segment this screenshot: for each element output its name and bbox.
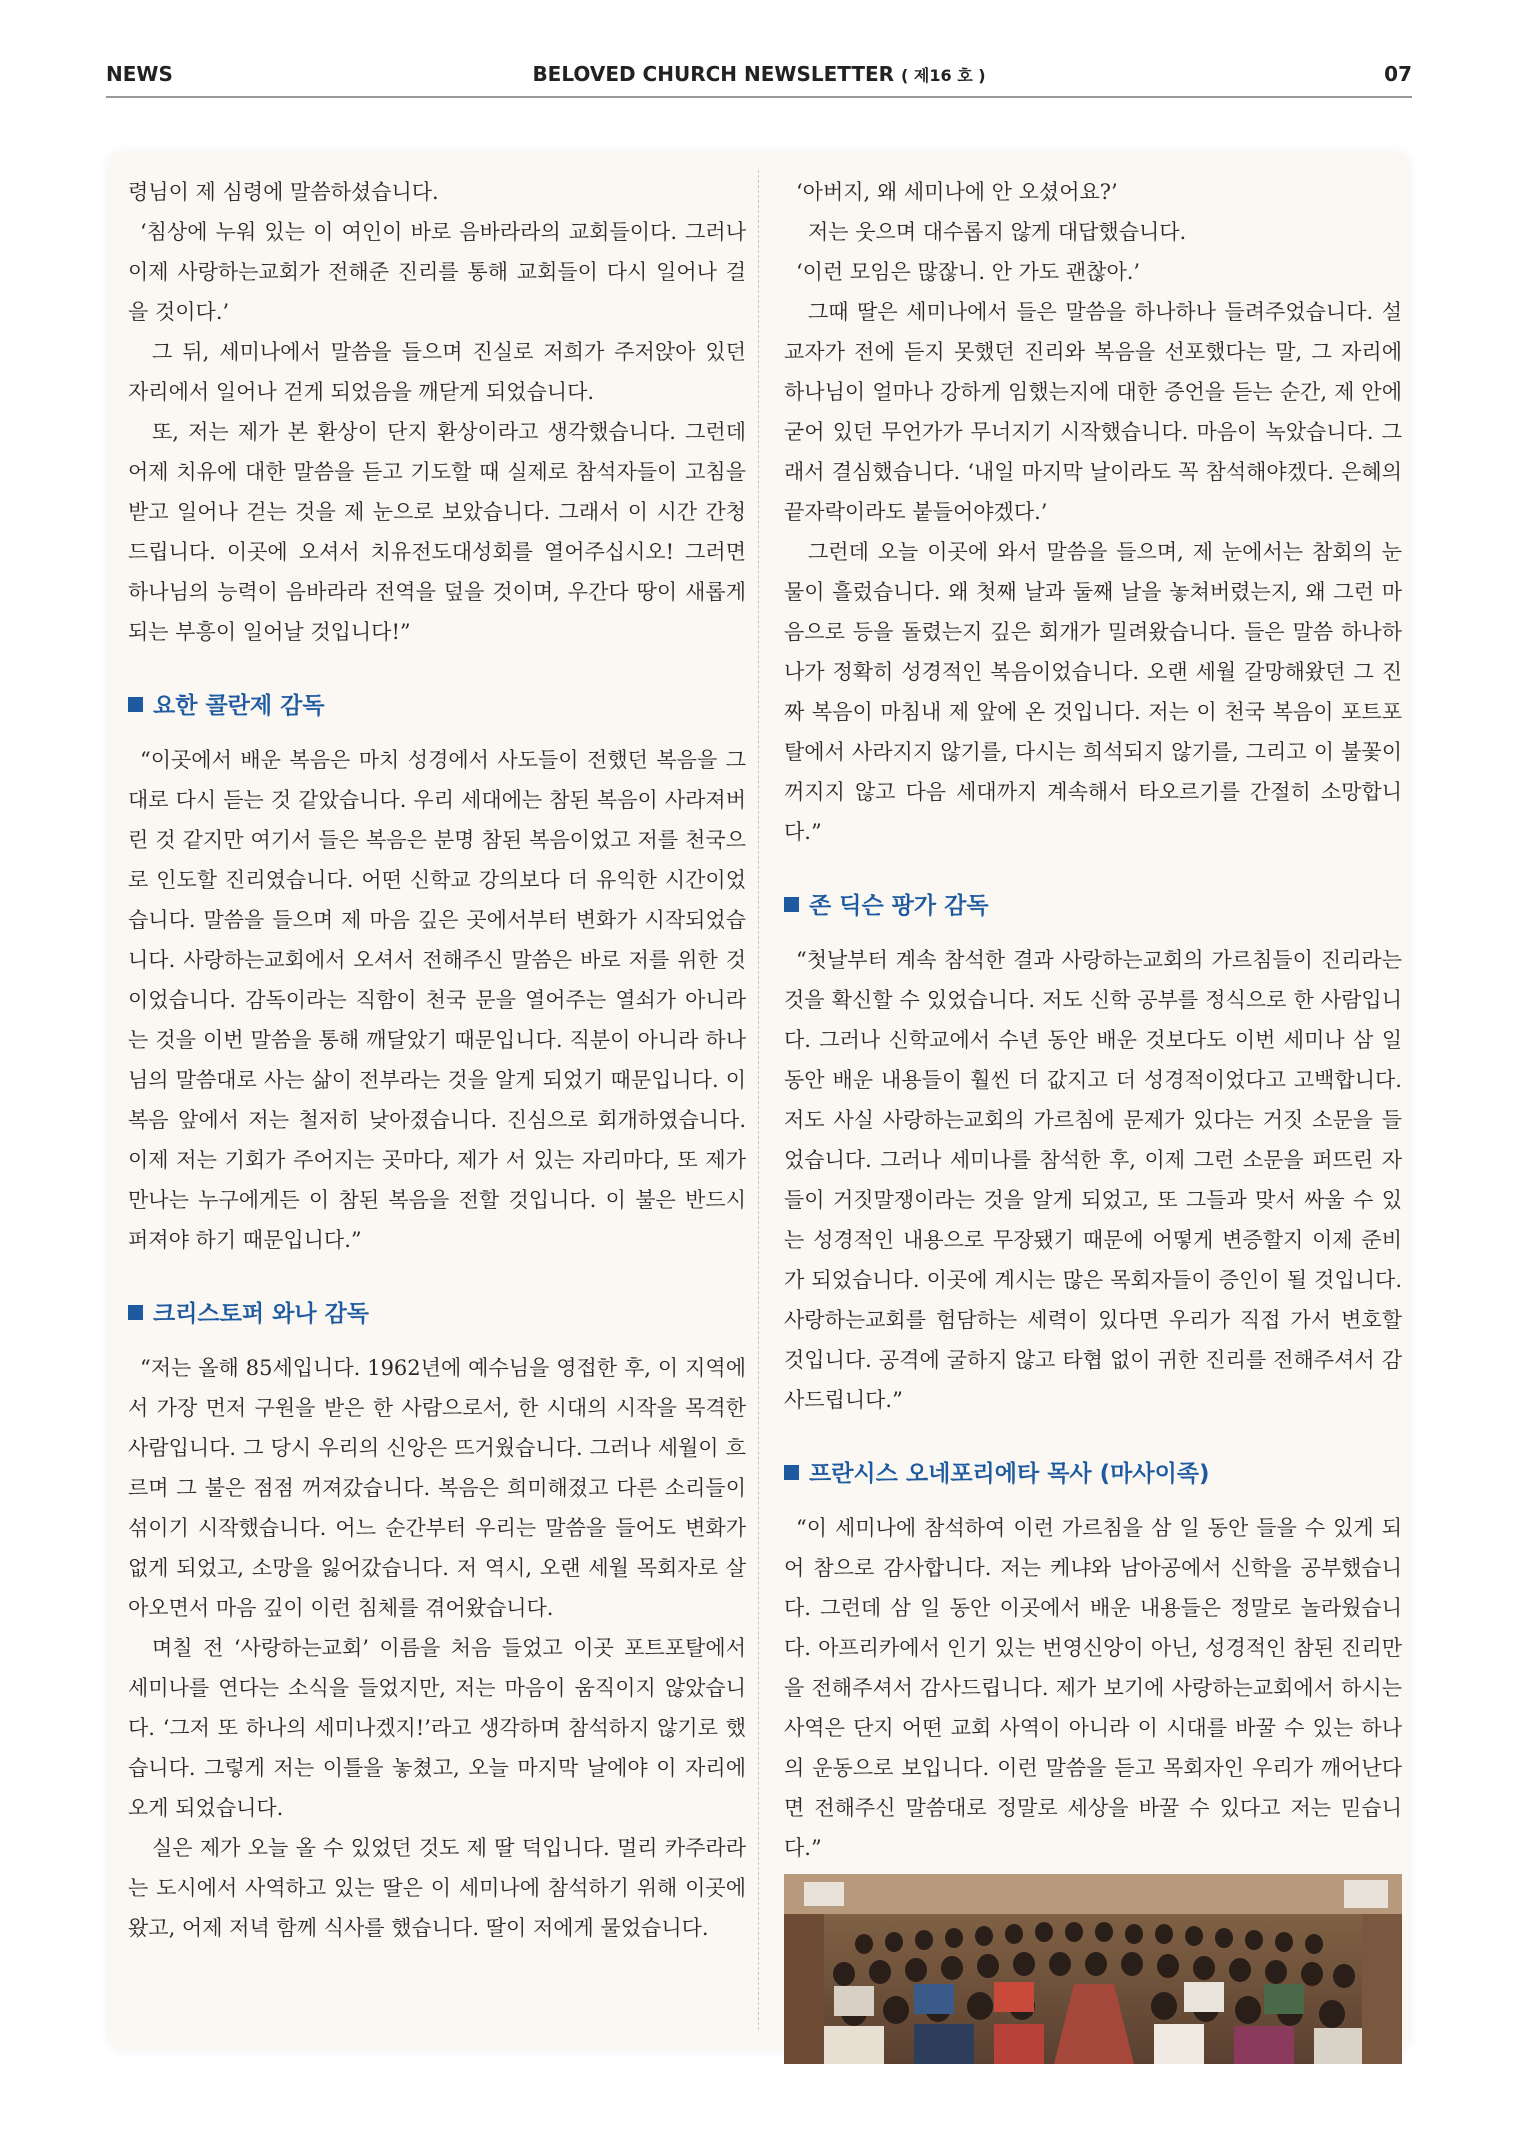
newsletter-name: BELOVED CHURCH NEWSLETTER <box>532 62 895 86</box>
page-number: 07 <box>1384 62 1412 86</box>
paragraph: “이곳에서 배운 복음은 마치 성경에서 사도들이 전했던 복음을 그대로 다시 듣는 것 같았습니다. 우리 세대에는 참된 복음이 사라져버린 것 같지만 여기서 들은 복음은 분명 참된 복음이었고 저를 천국으로 인도할 진리였습니다. 어떤 신학교 강의보다 더 유익한 시간이었습니다. 말씀을 들으며 제 마음 깊은 곳에서부터 변화가 시작되었습니다. 사랑하는교회에서 오셔서 전해주신 말씀은 바로 저를 위한 것이었습니다. 감독이라는 직함이 천국 문을 열어주는 열쇠가 아니라는 것을 이번 말씀을 통해 깨달았기 때문입니다. 직분이 아니라 하나님의 말씀대로 사는 삶이 전부라는 것을 알게 되었기 때문입니다. 이 복음 앞에서 저는 철저히 낮아졌습니다. 진심으로 회개하였습니다. 이제 저는 기회가 주어지는 곳마다, 제가 서 있는 자리마다, 또 제가 만나는 누구에게든 이 참된 복음을 전할 것입니다. 이 불은 반드시 퍼져야 하기 때문입니다.” <box>128 748 746 1252</box>
paragraph: “첫날부터 계속 참석한 결과 사랑하는교회의 가르침들이 진리라는 것을 확신할 수 있었습니다. 저도 신학 공부를 정식으로 한 사람입니다. 그러나 신학교에서 수년 동안 배운 것보다도 이번 세미나 삼 일 동안 배운 내용들이 훨씬 더 값지고 더 성경적이었다고 고백합니다. 저도 사실 사랑하는교회의 가르침에 문제가 있다는 거짓 소문을 들었습니다. 그러나 세미나를 참석한 후, 이제 그런 소문을 퍼뜨린 자들이 거짓말쟁이라는 것을 알게 되었고, 또 그들과 맞서 싸울 수 있는 성경적인 내용으로 무장됐기 때문에 어떻게 변증할지 이제 준비가 되었습니다. 이곳에 계시는 많은 목회자들이 증인이 될 것입니다. 사랑하는교회를 험담하는 세력이 있다면 우리가 직접 가서 변호할 것입니다. 공격에 굴하지 않고 타협 없이 귀한 진리를 전해주셔서 감사드립니다.” <box>784 948 1402 1412</box>
paragraph: “이 세미나에 참석하여 이런 가르침을 삼 일 동안 들을 수 있게 되어 참으로 감사합니다. 저는 케냐와 남아공에서 신학을 공부했습니다. 그런데 삼 일 동안 이곳에서 배운 내용들은 정말로 놀라웠습니다. 아프리카에서 인기 있는 번영신앙이 아닌, 성경적인 참된 진리만을 전해주셔서 감사드립니다. 제가 보기에 사랑하는교회에서 하시는 사역은 단지 어떤 교회 사역이 아니라 이 시대를 바꿀 수 있는 하나의 운동으로 보입니다. 이런 말씀을 듣고 목회자인 우리가 깨어난다면 전해주신 말씀대로 정말로 세상을 바꿀 수 있다고 저는 믿습니다.” <box>784 1516 1402 1860</box>
paragraph: 그런데 오늘 이곳에 와서 말씀을 들으며, 제 눈에서는 참회의 눈물이 흘렀습니다. 왜 첫째 날과 둘째 날을 놓쳐버렸는지, 왜 그런 마음으로 등을 돌렸는지 깊은 회개가 밀려왔습니다. 들은 말씀 하나하나가 정확히 성경적인 복음이었습니다. 오랜 세월 갈망해왔던 그 진짜 복음이 마침내 제 앞에 온 것입니다. 저는 이 천국 복음이 포트포탈에서 사라지지 않기를, 다시는 희석되지 않기를, 그리고 이 불꽃이 꺼지지 않고 다음 세대까지 계속해서 타오르기를 간절히 소망합니다.” <box>784 540 1402 844</box>
newsletter-title <box>106 62 1412 86</box>
right-column <box>784 172 1402 2064</box>
paragraph: 저는 웃으며 대수롭지 않게 대답했습니다. <box>808 220 1187 244</box>
column-divider <box>758 170 759 2030</box>
square-bullet-icon <box>784 897 799 912</box>
paragraph: 실은 제가 오늘 올 수 있었던 것도 제 딸 덕입니다. 멀리 카주라라는 도시에서 사역하고 있는 딸은 이 세미나에 참석하기 위해 이곳에 왔고, 어제 저녁 함께 식사를 했습니다. 딸이 저에게 물었습니다. <box>128 1836 746 1940</box>
section-label: NEWS <box>106 62 173 86</box>
paragraph: 그때 딸은 세미나에서 들은 말씀을 하나하나 들려주었습니다. 설교자가 전에 듣지 못했던 진리와 복음을 선포했다는 말, 그 자리에 하나님이 얼마나 강하게 임했는지에 대한 증언을 듣는 순간, 제 안에 굳어 있던 무언가가 무너지기 시작했습니다. 마음이 녹았습니다. 그래서 결심했습니다. ‘내일 마지막 날이라도 꼭 참석해야겠다. 은혜의 끝자락이라도 붙들어야겠다.’ <box>784 300 1402 524</box>
paragraph: 며칠 전 ‘사랑하는교회’ 이름을 처음 들었고 이곳 포트포탈에서 세미나를 연다는 소식을 들었지만, 저는 마음이 움직이지 않았습니다. ‘그저 또 하나의 세미나겠지!’라고 생각하며 참석하지 않기로 했습니다. 그렇게 저는 이틀을 놓쳤고, 오늘 마지막 날에야 이 자리에 오게 되었습니다. <box>128 1636 746 1820</box>
square-bullet-icon <box>128 697 143 712</box>
paragraph: 그 뒤, 세미나에서 말씀을 들으며 진실로 저희가 주저앉아 있던 자리에서 일어나 걷게 되었음을 깨닫게 되었습니다. <box>128 340 746 404</box>
paragraph: ‘이런 모임은 많잖니. 안 가도 괜찮아.’ <box>796 260 1141 284</box>
left-column <box>128 172 746 1948</box>
square-bullet-icon <box>128 1305 143 1320</box>
issue-number: ( 제16 호 ) <box>901 66 986 85</box>
seminar-audience-photo <box>784 1874 1402 2064</box>
paragraph: ‘아버지, 왜 세미나에 안 오셨어요?’ <box>796 180 1118 204</box>
paragraph: 령님이 제 심령에 말씀하셨습니다. <box>128 180 439 204</box>
paragraph: 또, 저는 제가 본 환상이 단지 환상이라고 생각했습니다. 그런데 어제 치유에 대한 말씀을 듣고 기도할 때 실제로 참석자들이 고침을 받고 일어나 걷는 것을 제 눈으로 보았습니다. 그래서 이 시간 간청드립니다. 이곳에 오셔서 치유전도대성회를 열어주십시오! 그러면 하나님의 능력이 음바라라 전역을 덮을 것이며, 우간다 땅이 새롭게 되는 부흥이 일어날 것입니다!” <box>128 420 746 644</box>
page-header <box>106 60 1412 98</box>
section-heading: 존 딕슨 팡가 감독 <box>784 888 1402 924</box>
square-bullet-icon <box>784 1465 799 1480</box>
section-heading: 요한 콜란제 감독 <box>128 688 746 724</box>
paragraph: “저는 올해 85세입니다. 1962년에 예수님을 영접한 후, 이 지역에서 가장 먼저 구원을 받은 한 사람으로서, 한 시대의 시작을 목격한 사람입니다. 그 당시 우리의 신앙은 뜨거웠습니다. 그러나 세월이 흐르며 그 불은 점점 꺼져갔습니다. 복음은 희미해졌고 다른 소리들이 섞이기 시작했습니다. 어느 순간부터 우리는 말씀을 들어도 변화가 없게 되었고, 소망을 잃어갔습니다. 저 역시, 오랜 세월 목회자로 살아오면서 마음 깊이 이런 침체를 겪어왔습니다. <box>128 1356 746 1620</box>
section-heading: 크리스토퍼 와나 감독 <box>128 1296 746 1332</box>
paragraph: ‘침상에 누워 있는 이 여인이 바로 음바라라의 교회들이다. 그러나 이제 사랑하는교회가 전해준 진리를 통해 교회들이 다시 일어나 걸을 것이다.’ <box>128 220 746 324</box>
section-heading: 프란시스 오네포리에타 목사 (마사이족) <box>784 1456 1402 1492</box>
